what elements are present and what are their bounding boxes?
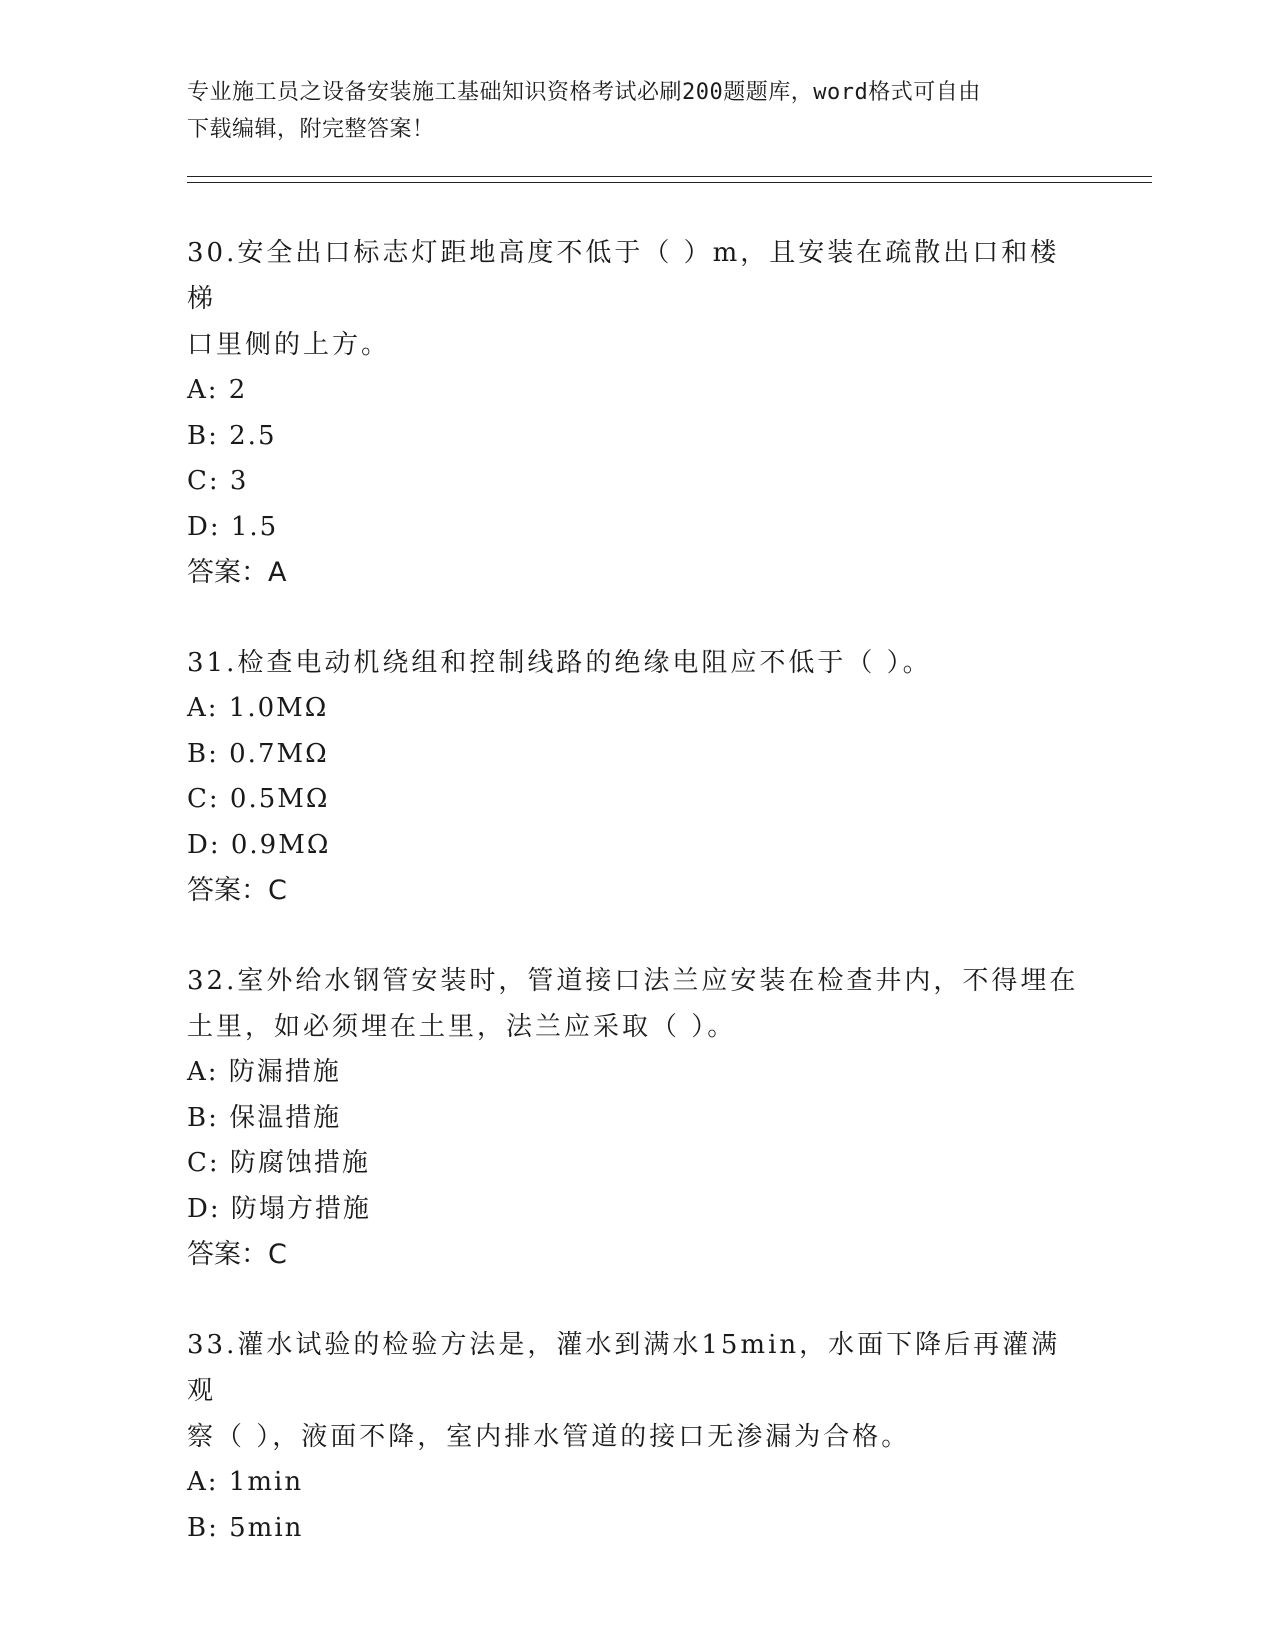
answer-line: 答案：A (187, 557, 287, 588)
question-31 (187, 640, 1087, 914)
option-c: C: 防腐蚀措施 (187, 1148, 370, 1178)
question-stem-line1: 31.检查电动机绕组和控制线路的绝缘电阻应不低于（ ）。 (187, 648, 932, 678)
option-b: B: 0.7MΩ (187, 738, 329, 769)
option-d: D: 防塌方措施 (187, 1193, 371, 1224)
option-b: B: 2.5 (187, 420, 277, 451)
option-c: C: 0.5MΩ (187, 784, 330, 814)
document-header (187, 74, 1087, 148)
question-stem-line2: 察（ ），液面不降，室内排水管道的接口无渗漏为合格。 (187, 1422, 911, 1452)
header-divider-bottom (187, 182, 1152, 183)
option-a: A: 防漏措施 (187, 1057, 341, 1087)
option-b: B: 保温措施 (187, 1102, 342, 1133)
option-c: C: 3 (187, 466, 249, 496)
question-stem-line1: 30.安全出口标志灯距地高度不低于（ ）m，且安装在疏散出口和楼梯 (187, 238, 1060, 314)
option-a: A: 1min (187, 1467, 304, 1497)
question-33 (187, 1322, 1087, 1551)
question-stem-line2: 土里，如必须埋在土里，法兰应采取（ ）。 (187, 1012, 737, 1042)
question-list (187, 230, 1087, 1595)
question-30 (187, 230, 1087, 596)
option-b: B: 5min (187, 1512, 304, 1543)
question-stem-line1: 32.室外给水钢管安装时，管道接口法兰应安装在检查井内，不得埋在 (187, 966, 1079, 996)
option-a: A: 1.0MΩ (187, 693, 329, 723)
answer-line: 答案：C (187, 875, 287, 906)
option-d: D: 0.9MΩ (187, 829, 331, 860)
header-title-line1: 专业施工员之设备安装施工基础知识资格考试必刷200题题库，word格式可自由 (187, 80, 981, 105)
option-d: D: 1.5 (187, 511, 279, 542)
answer-line: 答案：C (187, 1239, 287, 1270)
header-divider-top (187, 176, 1152, 177)
question-32 (187, 958, 1087, 1278)
question-stem-line1: 33.灌水试验的检验方法是，灌水到满水15min，水面下降后再灌满观 (187, 1330, 1061, 1406)
option-a: A: 2 (187, 375, 248, 405)
header-title-line2: 下载编辑，附完整答案！ (187, 117, 435, 142)
question-stem-line2: 口里侧的上方。 (187, 330, 391, 360)
